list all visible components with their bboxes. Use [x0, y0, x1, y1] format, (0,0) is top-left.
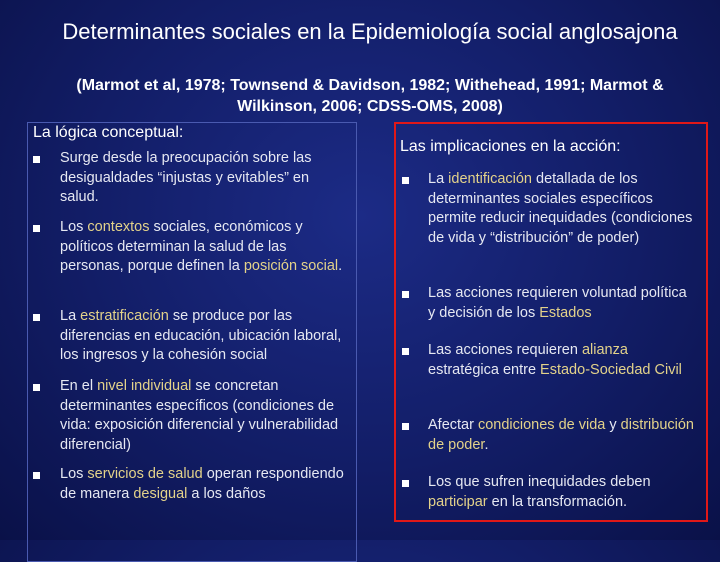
- item-text: se concretan determinantes específicos (condiciones de vida: exposición diferencial y vulnerabilidad diferencial): [60, 378, 339, 453]
- highlighted-text: desigual: [133, 485, 188, 502]
- item-text: Las acciones requieren: [428, 342, 582, 358]
- item-text: y: [605, 417, 621, 433]
- left-item: [60, 218, 350, 277]
- item-text: Las acciones requieren voluntad política y decisión de los: [428, 285, 687, 321]
- item-text: a los daños: [187, 485, 266, 502]
- right-item: [428, 341, 696, 380]
- item-text: Los: [60, 466, 88, 482]
- highlighted-text: contextos: [87, 219, 150, 235]
- left-item: [60, 465, 350, 504]
- right-heading: Las implicaciones en la acción:: [400, 138, 621, 155]
- highlighted-text: Estados: [539, 304, 592, 321]
- right-item: [428, 473, 696, 512]
- highlighted-text: Estado-Sociedad Civil: [540, 361, 682, 378]
- references-subtitle: (Marmot et al, 1978; Townsend & Davidson, 1982; Withehead, 1991; Marmot & Wilkinson, 2006; CDSS-OMS, 2008): [76, 77, 664, 115]
- highlighted-text: estratificación: [80, 308, 169, 324]
- highlighted-text: servicios de salud: [87, 466, 203, 482]
- bullet-icon: [402, 348, 409, 355]
- item-text: en la transformación.: [487, 493, 628, 510]
- bullet-icon: [402, 177, 409, 184]
- highlighted-text: posición social: [243, 258, 339, 274]
- item-text: operan respondiendo de manera: [60, 466, 344, 502]
- item-text: Afectar: [428, 417, 478, 433]
- right-item: [428, 284, 696, 323]
- item-text: sociales, económicos y políticos determinan la salud de las personas, porque definen la: [60, 219, 303, 274]
- item-text: .: [338, 258, 343, 274]
- item-text: Surge desde la preocupación sobre las desigualdades “injustas y evitables” en salud.: [60, 150, 312, 205]
- right-item: [428, 170, 696, 248]
- left-heading: La lógica conceptual:: [33, 124, 184, 141]
- item-text: .: [484, 436, 489, 453]
- bullet-icon: [402, 480, 409, 487]
- bullet-icon: [33, 314, 40, 321]
- slide-title: Determinantes sociales en la Epidemiología social anglosajona: [62, 19, 678, 44]
- item-text: Los: [60, 219, 88, 235]
- highlighted-text: participar: [428, 493, 488, 510]
- bullet-icon: [402, 423, 409, 430]
- bullet-icon: [33, 472, 40, 479]
- highlighted-text: condiciones de vida: [477, 417, 606, 433]
- item-text: se produce por las diferencias en educación, ubicación laboral, los ingresos y la cohesión social: [60, 308, 342, 363]
- left-item: [60, 149, 350, 208]
- right-item: [428, 416, 696, 455]
- left-item: [60, 307, 350, 366]
- bullet-icon: [402, 291, 409, 298]
- item-text: La: [428, 171, 449, 187]
- highlighted-text: identificación: [448, 171, 532, 187]
- item-text: La: [60, 308, 81, 324]
- left-item: [60, 377, 350, 455]
- item-text: En el: [60, 378, 98, 394]
- highlighted-text: alianza: [581, 342, 628, 358]
- item-text: estratégica entre: [428, 361, 541, 378]
- bullet-icon: [33, 384, 40, 391]
- bullet-icon: [33, 225, 40, 232]
- highlighted-text: distribución de poder: [428, 417, 694, 453]
- bullet-icon: [33, 156, 40, 163]
- highlighted-text: nivel individual: [97, 378, 192, 394]
- item-text: Los que sufren inequidades deben: [428, 474, 651, 490]
- item-text: detallada de los determinantes sociales específicos permite reducir inequidades (condiciones de vida y “distribución” de poder): [428, 171, 693, 246]
